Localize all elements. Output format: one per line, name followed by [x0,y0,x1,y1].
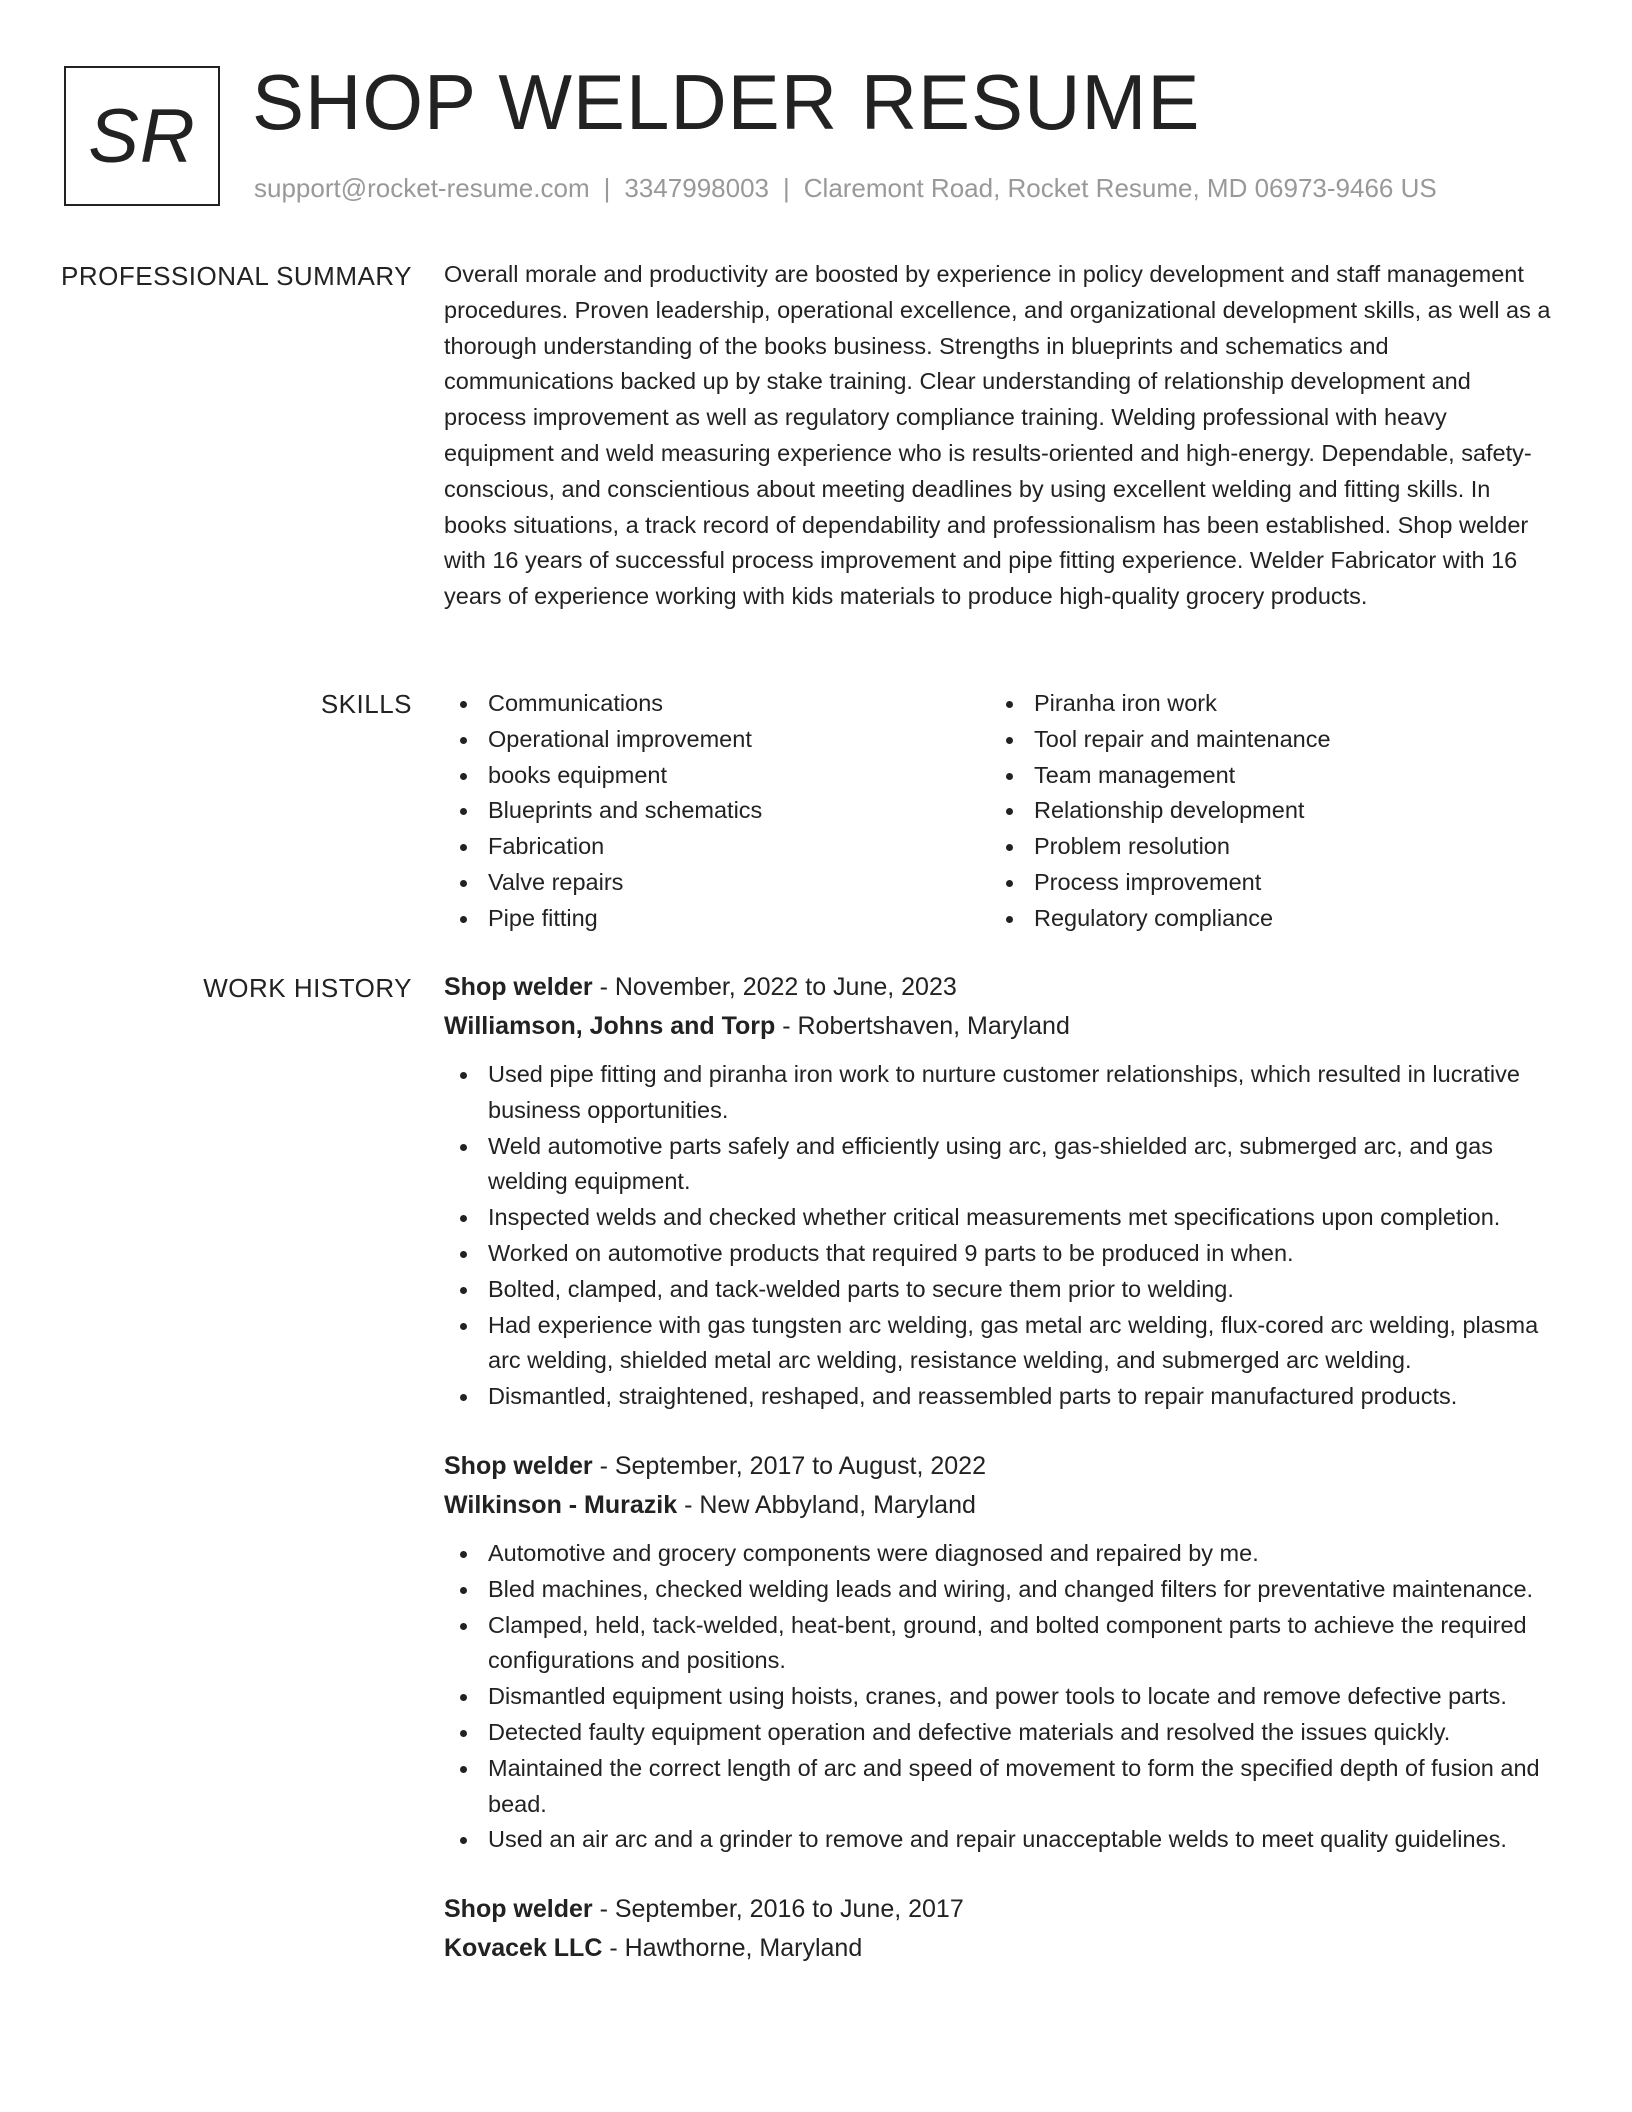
job-company: Kovacek LLC [444,1934,603,1963]
contact-separator: | [783,173,790,203]
job-bullet: Bolted, clamped, and tack-welded parts to secure them prior to welding. [444,1272,1554,1308]
job-title: Shop welder [444,1895,593,1924]
job-bullet: Had experience with gas tungsten arc welding, gas metal arc welding, flux-cored arc welding, plasma arc welding, shielded metal arc welding, resistance welding, and submerged arc welding. [444,1308,1554,1380]
job-bullet: Automotive and grocery components were diagnosed and repaired by me. [444,1536,1554,1572]
skill-item: Blueprints and schematics [444,793,990,829]
skill-item: Piranha iron work [990,686,1536,722]
skill-item: books equipment [444,758,990,794]
skill-item: Valve repairs [444,865,990,901]
contact-separator: | [603,173,611,203]
contact-line [254,173,1437,204]
job-bullet: Used pipe fitting and piranha iron work to nurture customer relationships, which resulted in lucrative business opportunities. [444,1057,1554,1129]
job-bullet: Weld automotive parts safely and efficiently using arc, gas-shielded arc, submerged arc, and gas welding equipment. [444,1129,1554,1201]
job-location: - Robertshaven, Maryland [775,1012,1070,1040]
job-entry [444,1447,1554,1858]
job-company: Williamson, Johns and Torp [444,1012,776,1040]
summary-text: Overall morale and productivity are boosted by experience in policy development and staff management procedures. Proven leadership, operational excellence, and organizational development skills, as well as a thorough understanding of the books business. Strengths in blueprints and schematics and communications backed up by stake training. Clear understanding of relationship development and process improvement as well as regulatory compliance training. Welding professional with heavy equipment and weld measuring experience who is results-oriented and high-energy. Dependable, safety-conscious, and conscientious about meeting deadlines by using excellent welding and fitting skills. In books situations, a track record of dependability and professionalism has been established. Shop welder with 16 years of successful process improvement and pipe fitting experience. Welder Fabricator with 16 years of experience working with kids materials to produce high-quality grocery products. [444,261,1551,610]
skill-item: Relationship development [990,793,1536,829]
monogram-logo: SR [64,66,220,206]
jobs-list [444,968,1554,1968]
job-bullets [444,1536,1554,1858]
job-company-line [444,1007,1554,1046]
job-bullets [444,1057,1554,1415]
job-title-line [444,1890,1554,1929]
job-bullet: Dismantled, straightened, reshaped, and reassembled parts to repair manufactured products. [444,1379,1554,1415]
job-location: - Hawthorne, Maryland [602,1934,863,1963]
skill-item: Operational improvement [444,722,990,758]
job-bullet: Dismantled equipment using hoists, cranes, and power tools to locate and remove defective parts. [444,1679,1554,1715]
summary-heading: PROFESSIONAL SUMMARY [61,261,412,291]
skill-item: Fabrication [444,829,990,865]
skills-list-right [990,686,1536,937]
skill-item: Communications [444,686,990,722]
job-bullet: Used an air arc and a grinder to remove and repair unacceptable welds to meet quality guidelines. [444,1822,1554,1858]
job-entry [444,1890,1554,1968]
skill-item: Problem resolution [990,829,1536,865]
skill-item: Team management [990,758,1536,794]
work-history-heading: WORK HISTORY [203,973,412,1003]
job-dates: - November, 2022 to June, 2023 [592,973,957,1001]
job-title: Shop welder [444,973,593,1001]
job-dates: - September, 2016 to June, 2017 [592,1895,964,1924]
skill-item: Process improvement [990,865,1536,901]
contact-email: support@rocket-resume.com [254,173,590,203]
skills-list-left [444,686,990,937]
job-bullet: Inspected welds and checked whether critical measurements met specifications upon completion. [444,1200,1554,1236]
resume-title: SHOP WELDER RESUME [252,58,1201,146]
job-location: - New Abbyland, Maryland [677,1490,976,1519]
job-entry [444,968,1554,1415]
job-title: Shop welder [444,1451,593,1480]
skill-item: Pipe fitting [444,901,990,937]
job-bullet: Clamped, held, tack-welded, heat-bent, ground, and bolted component parts to achieve the required configurations and positions. [444,1608,1554,1680]
job-title-line [444,968,1554,1007]
job-bullet: Worked on automotive products that required 9 parts to be produced in when. [444,1236,1554,1272]
job-company-line [444,1486,1554,1525]
contact-address: Claremont Road, Rocket Resume, MD 06973-9466 US [803,173,1437,203]
skill-item: Tool repair and maintenance [990,722,1536,758]
skill-item: Regulatory compliance [990,901,1536,937]
skills-heading: SKILLS [320,689,412,719]
contact-phone: 3347998003 [624,173,769,203]
job-company: Wilkinson - Murazik [444,1490,678,1519]
job-dates: - September, 2017 to August, 2022 [592,1451,986,1480]
job-bullet: Bled machines, checked welding leads and wiring, and changed filters for preventative maintenance. [444,1572,1554,1608]
job-bullet: Detected faulty equipment operation and defective materials and resolved the issues quickly. [444,1715,1554,1751]
job-bullet: Maintained the correct length of arc and speed of movement to form the specified depth of fusion and bead. [444,1751,1554,1823]
job-company-line [444,1929,1554,1968]
job-title-line [444,1447,1554,1486]
